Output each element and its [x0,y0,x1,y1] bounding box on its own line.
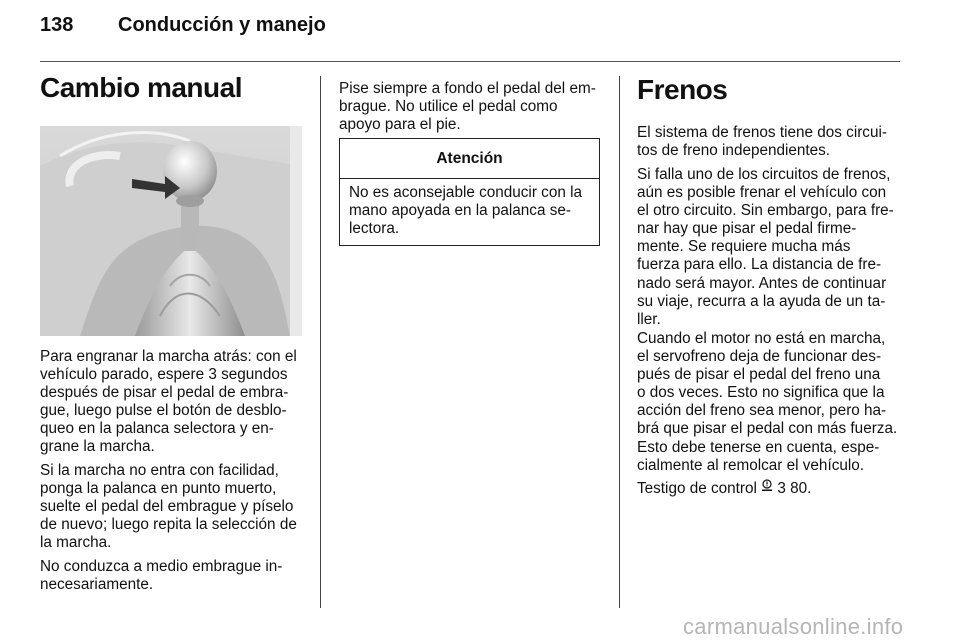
section-title-brakes: Frenos [637,74,728,105]
column-divider-left [320,76,321,608]
warning-title: Atención [340,139,599,179]
chapter-title: Conducción y manejo [118,14,326,36]
reverse-gear-paragraph: Para engranar la marcha atrás: con el vehículo parado, espere 3 segundos después de pisar el pedal de embra- gue, luego pulse el botón de desblo- queo en la palanca selectora y en- grane la marcha. [40,348,297,456]
reference-page[interactable]: 80. [790,480,812,497]
brake-circuits-paragraph: El sistema de frenos tiene dos circui- tos de freno independientes. [637,124,887,160]
header-rule [40,61,900,62]
page-number: 138 [40,14,74,36]
gear-shift-knob-illustration [40,126,302,336]
page-header [40,14,900,50]
section-title-manual-gearbox: Cambio manual [40,72,242,103]
reference-arrow: 3 [777,480,786,497]
warning-text: No es aconsejable conducir con la mano apoyada en la palanca se- lectora. [349,184,582,238]
control-light-reference: Testigo de control 3 80. [637,480,812,497]
brake-warning-icon [761,479,773,497]
brake-failure-paragraph: Si falla uno de los circuitos de frenos, aún es posible frenar el vehículo con el otro circuito. Sin embargo, para fre- nar hay que pisar el pedal firme- mente. Se requiere mucha más fuerza para ello. La distancia de fre- nado será mayor. Antes de continuar su viaje, recurra a la ayuda de un ta- ller. [637,166,894,328]
column-divider-right [619,76,620,608]
gear-engagement-paragraph: Si la marcha no entra con facilidad, ponga la palanca en punto muerto, suelte el pedal del embrague y píselo de nuevo; luego repita la selección de la marcha. [40,462,297,552]
watermark: carmanualsonline.info [683,614,904,639]
clutch-pedal-paragraph: Pise siempre a fondo el pedal del em- brague. No utilice el pedal como apoyo para el pie. [339,80,596,134]
servo-brake-paragraph: Cuando el motor no está en marcha, el servofreno deja de funcionar des- pués de pisar el pedal del freno una o dos veces. Esto no significa que la acción del freno sea menor, pero ha- brá que pisar el pedal con más fuerza. Esto debe tenerse en cuenta, espe- cialmente al remolcar el vehículo. [637,330,898,474]
clutch-advice-paragraph: No conduzca a medio embrague in- necesariamente. [40,558,283,594]
warning-box [339,138,600,246]
